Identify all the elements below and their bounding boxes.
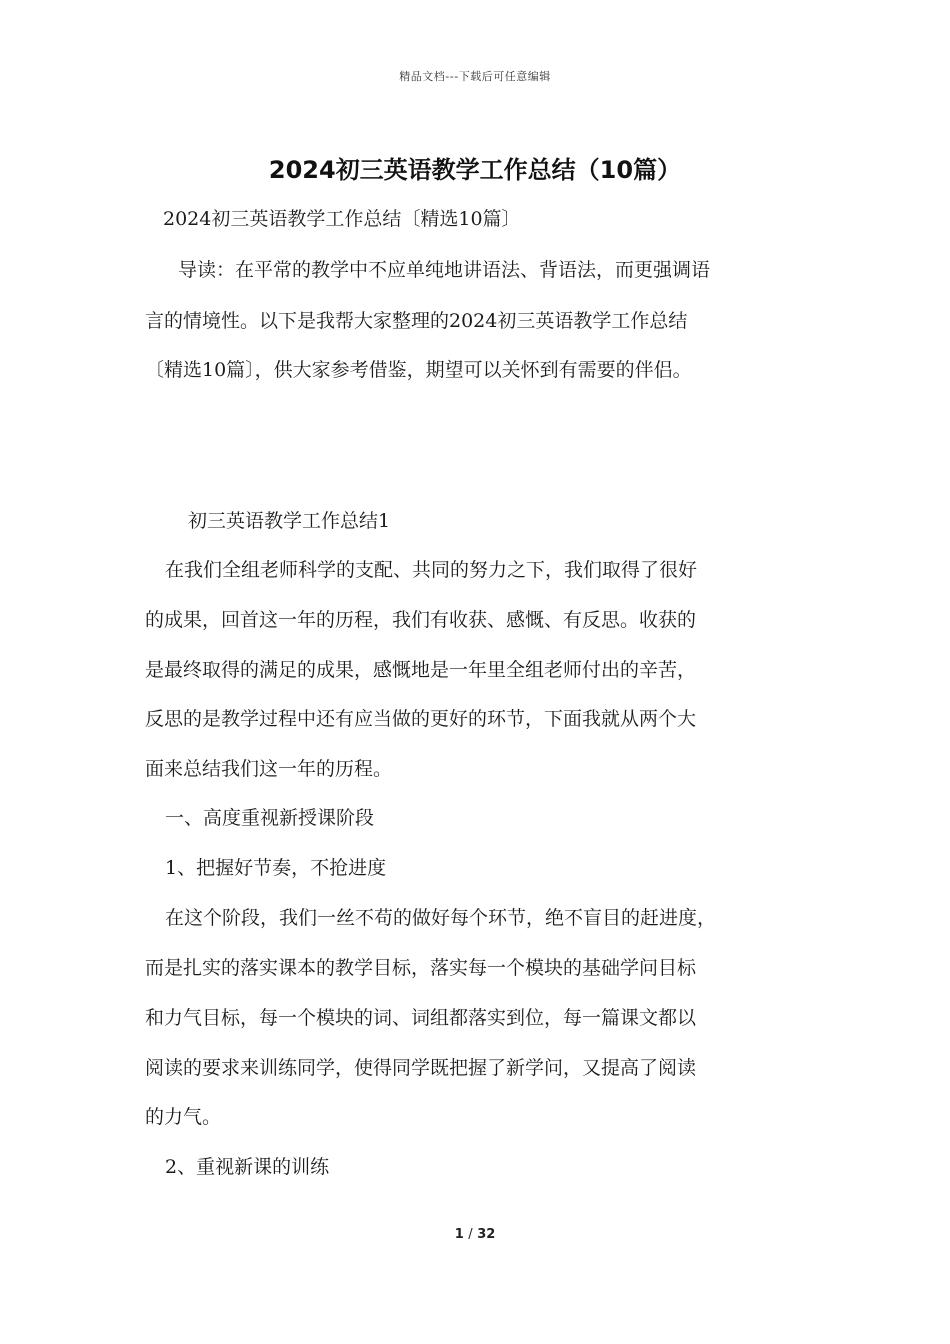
- body-line: 言的情境性。以下是我帮大家整理的2024初三英语教学工作总结: [145, 310, 688, 332]
- body-line: 〔精选10篇〕，供大家参考借鉴，期望可以关怀到有需要的伴侣。: [145, 359, 692, 381]
- body-line: 面来总结我们这一年的历程。: [145, 758, 393, 780]
- section-heading: 初三英语教学工作总结1: [188, 510, 391, 532]
- body-line: 而是扎实的落实课本的教学目标，落实每一个模块的基础学问目标: [145, 957, 697, 979]
- page-separator: /: [468, 1227, 473, 1242]
- page-header: 精品文档---下载后可任意编辑: [399, 70, 551, 83]
- subtitle-line: 2024初三英语教学工作总结〔精选10篇〕: [163, 208, 521, 230]
- body-line: 反思的是教学过程中还有应当做的更好的环节，下面我就从两个大: [145, 708, 697, 730]
- body-line: 在我们全组老师科学的支配、共同的努力之下，我们取得了很好: [165, 559, 698, 581]
- body-line: 导读：在平常的教学中不应单纯地讲语法、背语法，而更强调语: [178, 259, 711, 281]
- document-title: 2024初三英语教学工作总结（10篇）: [268, 156, 682, 184]
- subheading: 一、高度重视新授课阶段: [165, 807, 375, 829]
- subheading: 1、把握好节奏，不抢进度: [165, 857, 387, 879]
- body-line: 在这个阶段，我们一丝不苟的做好每个环节，绝不盲目的赶进度，: [165, 907, 717, 929]
- body-line: 阅读的要求来训练同学，使得同学既把握了新学问，又提高了阅读: [145, 1057, 697, 1079]
- body-line: 和力气目标，每一个模块的词、词组都落实到位，每一篇课文都以: [145, 1007, 697, 1029]
- subheading: 2、重视新课的训练: [165, 1156, 330, 1178]
- current-page: 1: [454, 1227, 464, 1242]
- body-line: 是最终取得的满足的成果，感慨地是一年里全组老师付出的辛苦，: [145, 659, 697, 681]
- total-pages: 32: [477, 1227, 496, 1242]
- page-number: [0, 1227, 950, 1242]
- body-line: 的力气。: [145, 1106, 222, 1128]
- body-line: 的成果，回首这一年的历程，我们有收获、感慨、有反思。收获的: [145, 609, 697, 631]
